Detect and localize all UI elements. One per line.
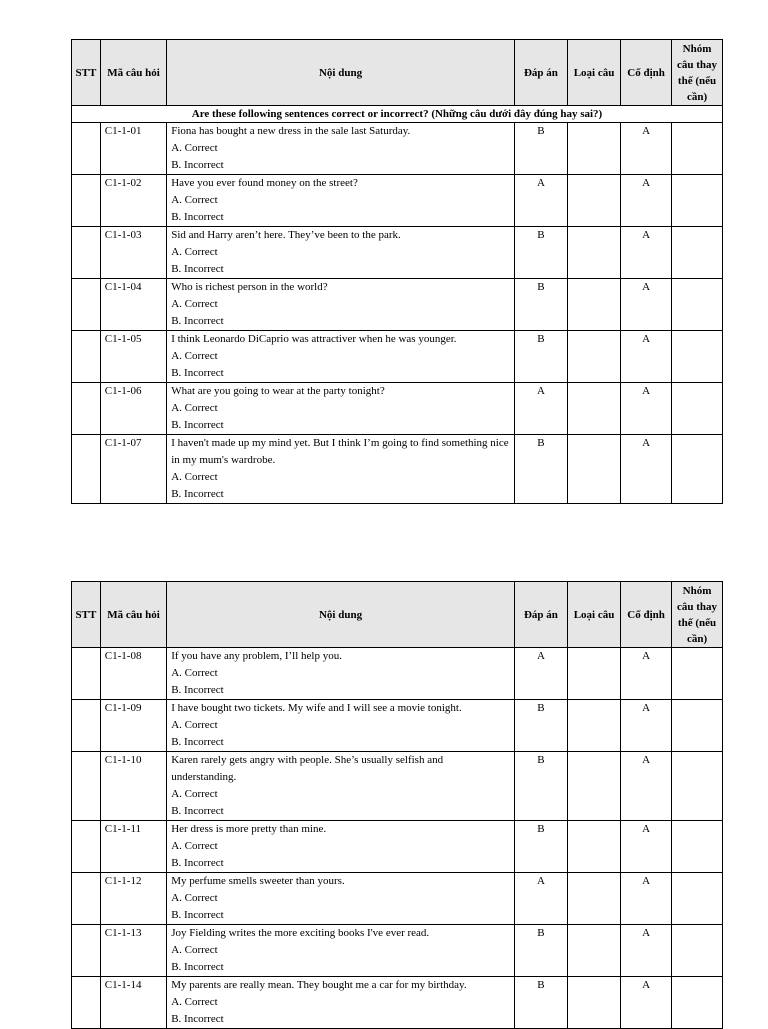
stt-cell	[72, 227, 101, 279]
question-content	[167, 873, 515, 925]
question-text: Joy Fielding writes the more exciting books I've ever read.	[171, 927, 430, 939]
answer-cell: B	[514, 279, 567, 331]
fixed-cell: A	[621, 123, 672, 175]
option-b: B. Incorrect	[171, 367, 224, 379]
answer-cell: B	[514, 435, 567, 504]
option-b: B. Incorrect	[171, 1013, 224, 1025]
table-row	[72, 227, 723, 279]
option-b: B. Incorrect	[171, 961, 224, 973]
table-row	[72, 331, 723, 383]
fixed-cell: A	[621, 383, 672, 435]
group-cell	[672, 279, 723, 331]
table-row	[72, 648, 723, 700]
group-cell	[672, 700, 723, 752]
header-answer: Đáp án	[514, 582, 567, 648]
option-a: A. Correct	[171, 667, 218, 679]
group-cell	[672, 331, 723, 383]
answer-cell: B	[514, 123, 567, 175]
table-row	[72, 383, 723, 435]
group-cell	[672, 873, 723, 925]
table-row	[72, 435, 723, 504]
question-text: What are you going to wear at the party tonight?	[171, 385, 385, 397]
stt-cell	[72, 331, 101, 383]
question-table-2	[71, 581, 723, 1029]
fixed-cell: A	[621, 227, 672, 279]
question-code: C1-1-09	[100, 700, 166, 752]
table-row	[72, 821, 723, 873]
group-cell	[672, 821, 723, 873]
answer-cell: B	[514, 227, 567, 279]
answer-cell: A	[514, 648, 567, 700]
question-content	[167, 752, 515, 821]
answer-cell: A	[514, 175, 567, 227]
option-b: B. Incorrect	[171, 909, 224, 921]
stt-cell	[72, 383, 101, 435]
header-stt: STT	[72, 582, 101, 648]
fixed-cell: A	[621, 175, 672, 227]
header-type: Loại câu	[567, 582, 620, 648]
option-a: A. Correct	[171, 719, 218, 731]
header-fixed: Cố định	[621, 40, 672, 106]
answer-cell: B	[514, 977, 567, 1029]
option-a: A. Correct	[171, 788, 218, 800]
question-text: I have bought two tickets. My wife and I will see a movie tonight.	[171, 702, 462, 714]
question-content	[167, 383, 515, 435]
header-content: Nội dung	[167, 40, 515, 106]
question-code: C1-1-04	[100, 279, 166, 331]
answer-cell: B	[514, 700, 567, 752]
question-text: Sid and Harry aren’t here. They’ve been to the park.	[171, 229, 401, 241]
question-content	[167, 227, 515, 279]
question-text: Fiona has bought a new dress in the sale last Saturday.	[171, 125, 411, 137]
question-code: C1-1-07	[100, 435, 166, 504]
question-code: C1-1-06	[100, 383, 166, 435]
fixed-cell: A	[621, 435, 672, 504]
option-b: B. Incorrect	[171, 315, 224, 327]
option-a: A. Correct	[171, 298, 218, 310]
question-content	[167, 279, 515, 331]
group-cell	[672, 435, 723, 504]
question-code: C1-1-03	[100, 227, 166, 279]
table-row	[72, 977, 723, 1029]
table-row	[72, 123, 723, 175]
type-cell	[567, 435, 620, 504]
type-cell	[567, 279, 620, 331]
answer-cell: A	[514, 383, 567, 435]
option-a: A. Correct	[171, 402, 218, 414]
option-a: A. Correct	[171, 996, 218, 1008]
option-b: B. Incorrect	[171, 211, 224, 223]
answer-cell: B	[514, 821, 567, 873]
group-cell	[672, 175, 723, 227]
question-content	[167, 175, 515, 227]
table-row	[72, 700, 723, 752]
question-text: My parents are really mean. They bought me a car for my birthday.	[171, 979, 467, 991]
fixed-cell: A	[621, 331, 672, 383]
question-code: C1-1-10	[100, 752, 166, 821]
question-code: C1-1-01	[100, 123, 166, 175]
option-b: B. Incorrect	[171, 159, 224, 171]
type-cell	[567, 227, 620, 279]
stt-cell	[72, 123, 101, 175]
question-text: If you have any problem, I’ll help you.	[171, 650, 342, 662]
fixed-cell: A	[621, 821, 672, 873]
option-b: B. Incorrect	[171, 488, 224, 500]
fixed-cell: A	[621, 977, 672, 1029]
group-cell	[672, 752, 723, 821]
question-content	[167, 821, 515, 873]
answer-cell: B	[514, 331, 567, 383]
stt-cell	[72, 752, 101, 821]
type-cell	[567, 821, 620, 873]
question-text: Her dress is more pretty than mine.	[171, 823, 327, 835]
option-a: A. Correct	[171, 246, 218, 258]
question-content	[167, 925, 515, 977]
group-cell	[672, 227, 723, 279]
fixed-cell: A	[621, 648, 672, 700]
header-answer: Đáp án	[514, 40, 567, 106]
header-code: Mã câu hỏi	[100, 40, 166, 106]
type-cell	[567, 175, 620, 227]
type-cell	[567, 977, 620, 1029]
header-fixed: Cố định	[621, 582, 672, 648]
table-row	[72, 925, 723, 977]
type-cell	[567, 648, 620, 700]
option-b: B. Incorrect	[171, 263, 224, 275]
question-content	[167, 977, 515, 1029]
type-cell	[567, 700, 620, 752]
option-a: A. Correct	[171, 840, 218, 852]
fixed-cell: A	[621, 925, 672, 977]
answer-cell: B	[514, 752, 567, 821]
table-row	[72, 752, 723, 821]
question-code: C1-1-13	[100, 925, 166, 977]
option-a: A. Correct	[171, 142, 218, 154]
group-cell	[672, 977, 723, 1029]
header-content: Nội dung	[167, 582, 515, 648]
answer-cell: B	[514, 925, 567, 977]
question-text: Karen rarely gets angry with people. She’s usually selfish and understanding.	[171, 754, 444, 783]
type-cell	[567, 331, 620, 383]
question-code: C1-1-08	[100, 648, 166, 700]
question-table-1	[71, 39, 723, 504]
type-cell	[567, 752, 620, 821]
option-a: A. Correct	[171, 471, 218, 483]
question-text: Who is richest person in the world?	[171, 281, 328, 293]
option-b: B. Incorrect	[171, 736, 224, 748]
stt-cell	[72, 977, 101, 1029]
table-row	[72, 873, 723, 925]
question-content	[167, 435, 515, 504]
group-cell	[672, 648, 723, 700]
question-content	[167, 331, 515, 383]
question-text: My perfume smells sweeter than yours.	[171, 875, 345, 887]
question-text: I haven't made up my mind yet. But I think I’m going to find something nice in my mum's wardrobe.	[171, 437, 509, 466]
stt-cell	[72, 925, 101, 977]
option-a: A. Correct	[171, 892, 218, 904]
question-code: C1-1-14	[100, 977, 166, 1029]
table-row	[72, 175, 723, 227]
stt-cell	[72, 648, 101, 700]
option-a: A. Correct	[171, 944, 218, 956]
option-a: A. Correct	[171, 350, 218, 362]
header-group: Nhóm câu thay thế (nếu cần)	[672, 582, 723, 648]
type-cell	[567, 925, 620, 977]
stt-cell	[72, 175, 101, 227]
stt-cell	[72, 700, 101, 752]
table-header-row	[72, 40, 723, 106]
fixed-cell: A	[621, 700, 672, 752]
question-content	[167, 700, 515, 752]
option-b: B. Incorrect	[171, 684, 224, 696]
option-b: B. Incorrect	[171, 857, 224, 869]
group-cell	[672, 123, 723, 175]
option-b: B. Incorrect	[171, 805, 224, 817]
group-cell	[672, 383, 723, 435]
section-title: Are these following sentences correct or incorrect? (Những câu dưới đây đúng hay sai?)	[72, 106, 723, 123]
option-b: B. Incorrect	[171, 419, 224, 431]
fixed-cell: A	[621, 752, 672, 821]
table-row	[72, 279, 723, 331]
question-content	[167, 123, 515, 175]
question-content	[167, 648, 515, 700]
fixed-cell: A	[621, 279, 672, 331]
fixed-cell: A	[621, 873, 672, 925]
stt-cell	[72, 873, 101, 925]
type-cell	[567, 873, 620, 925]
question-code: C1-1-11	[100, 821, 166, 873]
question-code: C1-1-12	[100, 873, 166, 925]
option-a: A. Correct	[171, 194, 218, 206]
stt-cell	[72, 821, 101, 873]
type-cell	[567, 123, 620, 175]
stt-cell	[72, 435, 101, 504]
table-header-row	[72, 582, 723, 648]
group-cell	[672, 925, 723, 977]
type-cell	[567, 383, 620, 435]
question-text: Have you ever found money on the street?	[171, 177, 358, 189]
header-type: Loại câu	[567, 40, 620, 106]
stt-cell	[72, 279, 101, 331]
question-text: I think Leonardo DiCaprio was attractiver when he was younger.	[171, 333, 457, 345]
question-code: C1-1-02	[100, 175, 166, 227]
section-title-row	[72, 106, 723, 123]
question-code: C1-1-05	[100, 331, 166, 383]
header-stt: STT	[72, 40, 101, 106]
header-group: Nhóm câu thay thế (nếu cần)	[672, 40, 723, 106]
header-code: Mã câu hỏi	[100, 582, 166, 648]
answer-cell: A	[514, 873, 567, 925]
